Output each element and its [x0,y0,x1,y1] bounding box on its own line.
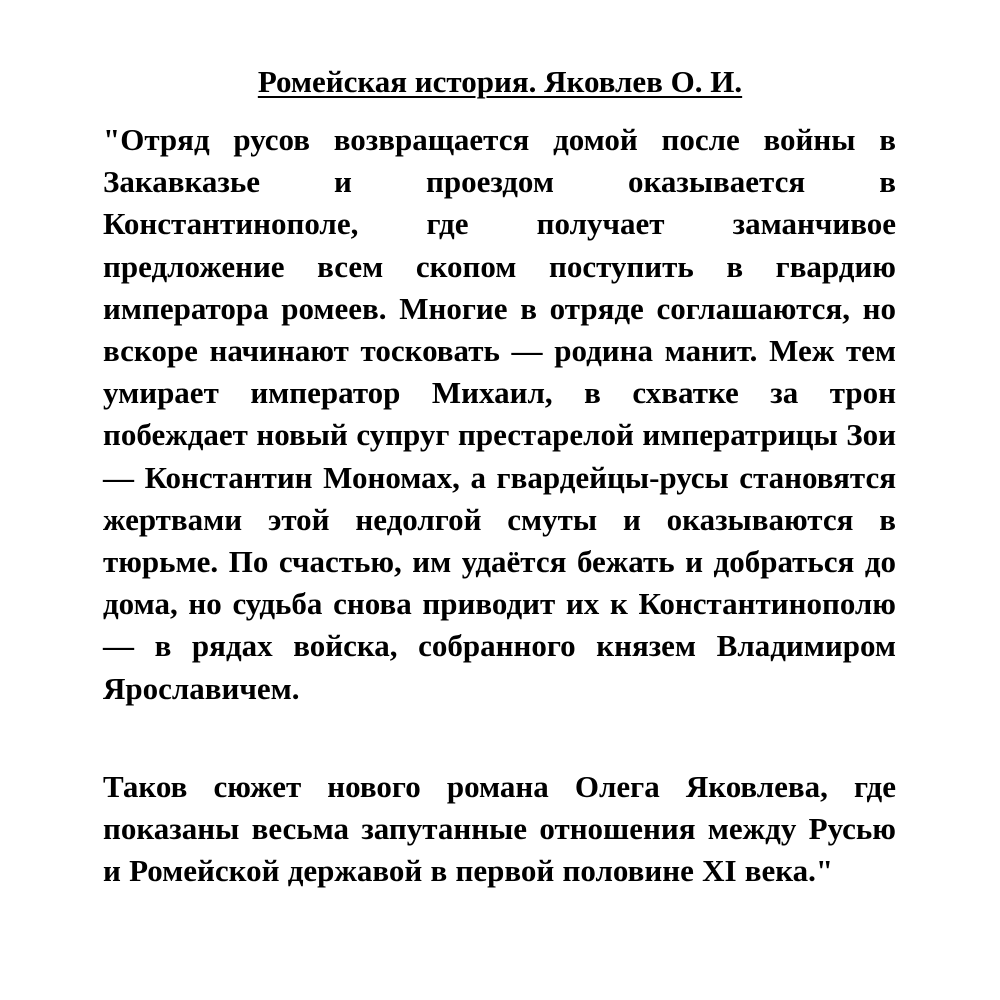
description-paragraph-summary: Таков сюжет нового романа Олега Яковлева, где показаны весьма запутанные отношения между Русью и Ромейской державой в первой половине XI века." [103,769,896,889]
book-title: Ромейская история. Яковлев О. И. [257,64,743,99]
description-paragraph-plot: "Отряд русов возвращается домой после войны в Закавказье и проездом оказывается в Константинополе, где получает заманчивое предложение всем скопом поступить в гвардию императора ромеев. Многие в отряде соглашаются, но вскоре начинают тосковать — родина манит. Меж тем умирает император Михаил, в схватке за трон побеждает новый супруг престарелой императрицы Зои — Константин Мономах, а гвардейцы-русы становятся жертвами этой недолгой смуты и оказываются в тюрьме. По счастью, им удаётся бежать и добраться до дома, но судьба снова приводит их к Константинополю — в рядах войска, собранного князем Владимиром Ярославичем. [103,122,896,706]
